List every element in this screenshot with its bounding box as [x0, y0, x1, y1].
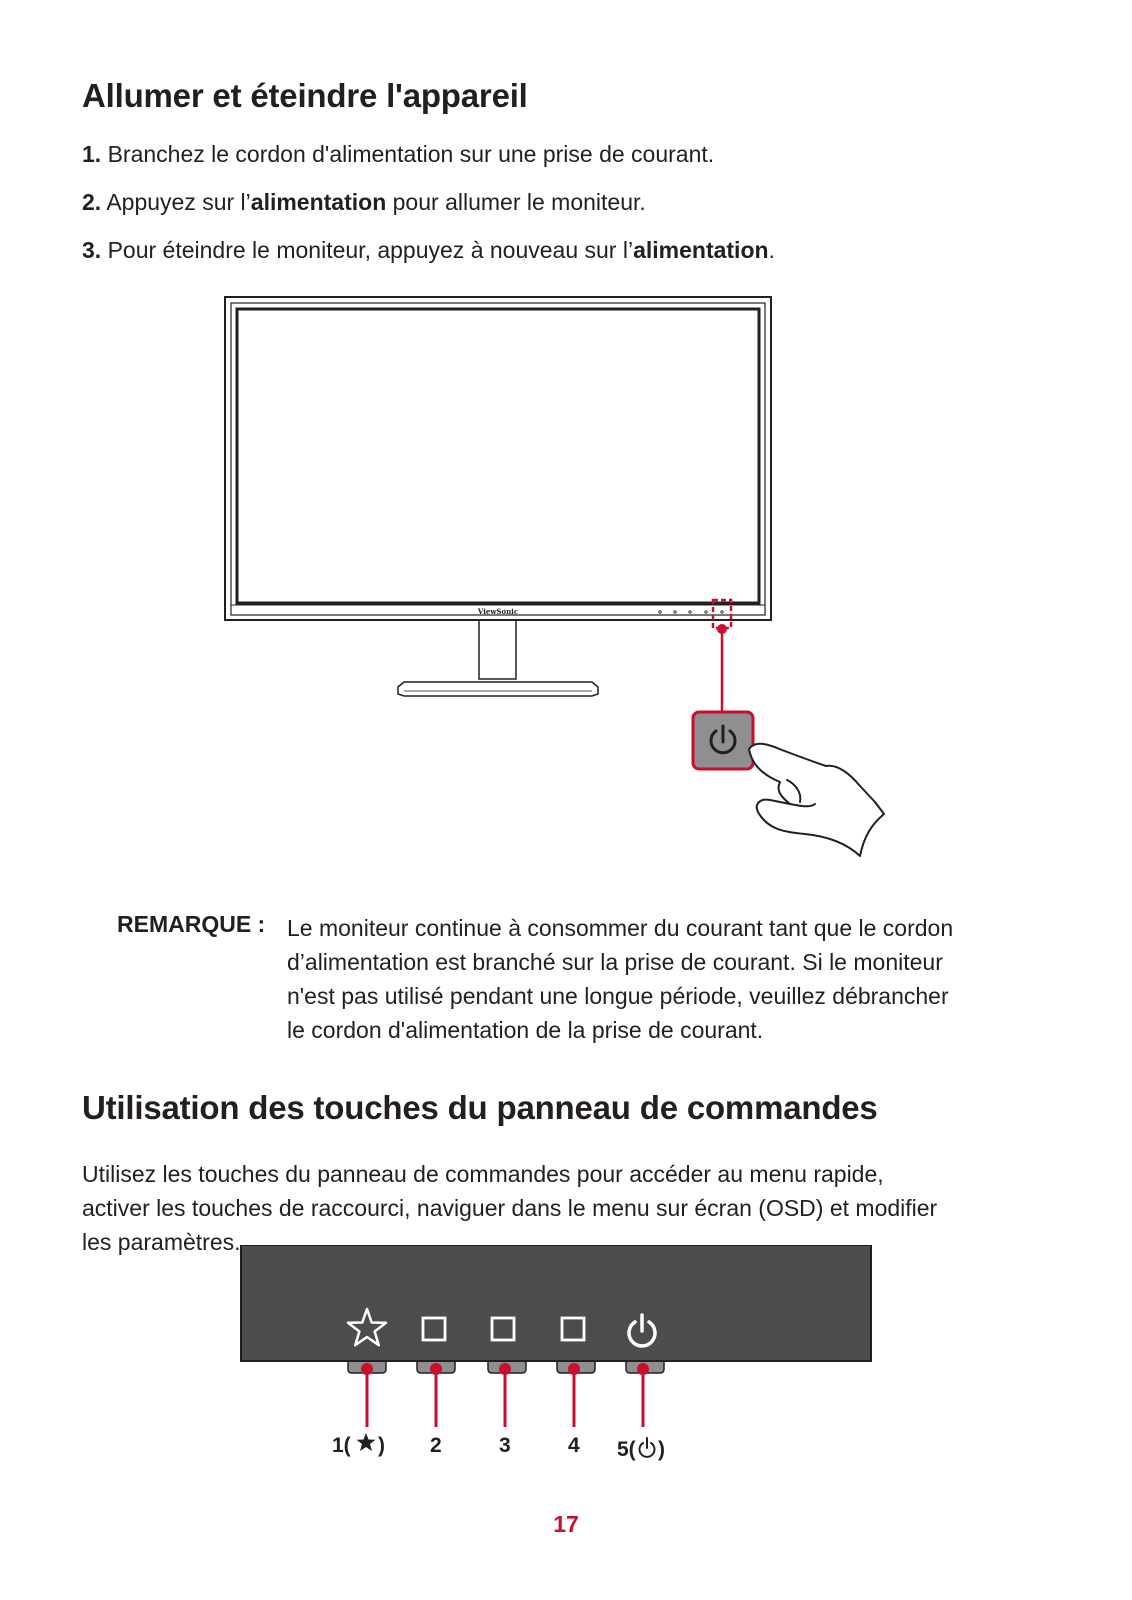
section-title-power: Allumer et éteindre l'appareil: [82, 77, 528, 114]
page-number: 17: [553, 1511, 579, 1537]
note-label: REMARQUE :: [117, 911, 266, 937]
step-number: 2.: [82, 189, 102, 215]
step-1: [82, 140, 714, 168]
monitor-illustration: [220, 296, 900, 866]
monitor-screen: [237, 309, 759, 603]
power-icon: [640, 1438, 655, 1457]
key-label-4: 4: [568, 1434, 580, 1457]
key-pointers: [361, 1363, 649, 1427]
star-icon: [357, 1433, 376, 1451]
step-text: Appuyez sur l’: [106, 189, 251, 215]
paragraph-line: les paramètres.: [82, 1229, 241, 1255]
note-line: d’alimentation est branché sur la prise de courant. Si le moniteur: [287, 949, 943, 975]
key-label-2: 2: [430, 1434, 442, 1457]
step-text-end: .: [768, 237, 775, 263]
step-text: Pour éteindre le moniteur, appuyez à nouveau sur l’: [107, 237, 634, 263]
hand-icon: [749, 744, 884, 856]
section-title-control-panel: Utilisation des touches du panneau de commandes: [82, 1089, 878, 1126]
note-line: le cordon d'alimentation de la prise de courant.: [287, 1017, 764, 1043]
paragraph-line: activer les touches de raccourci, naviguer dans le menu sur écran (OSD) et modifier: [82, 1195, 938, 1221]
note-text: [287, 911, 1067, 1047]
paragraph-line: Utilisez les touches du panneau de commandes pour accéder au menu rapide,: [82, 1161, 884, 1187]
control-panel-illustration: [240, 1245, 880, 1470]
note-line: Le moniteur continue à consommer du courant tant que le cordon: [287, 915, 954, 941]
key-label-5: 5(: [617, 1438, 636, 1461]
step-number: 1.: [82, 141, 102, 167]
step-text-end: pour allumer le moniteur.: [386, 189, 646, 215]
control-panel: [241, 1245, 871, 1361]
step-number: 3.: [82, 237, 102, 263]
key-label-1: 1(: [332, 1434, 351, 1457]
monitor-stand-neck: [479, 620, 516, 679]
key-label-5-close: ): [658, 1438, 665, 1461]
monitor-bezel-inner: [231, 303, 765, 615]
step-text: Branchez le cordon d'alimentation sur une prise de courant.: [107, 141, 715, 167]
key-label-3: 3: [499, 1434, 511, 1457]
monitor-bezel: [225, 297, 771, 620]
step-3: [82, 236, 775, 264]
step-emphasis: alimentation: [633, 237, 769, 263]
section-paragraph: [82, 1157, 1062, 1259]
step-2: [82, 188, 646, 216]
key-label-1-close: ): [378, 1434, 385, 1457]
note-line: n'est pas utilisé pendant une longue période, veuillez débrancher: [287, 983, 949, 1009]
monitor-stand-base: [398, 682, 598, 696]
step-emphasis: alimentation: [250, 189, 387, 215]
brand-logo: ViewSonic: [477, 607, 519, 616]
